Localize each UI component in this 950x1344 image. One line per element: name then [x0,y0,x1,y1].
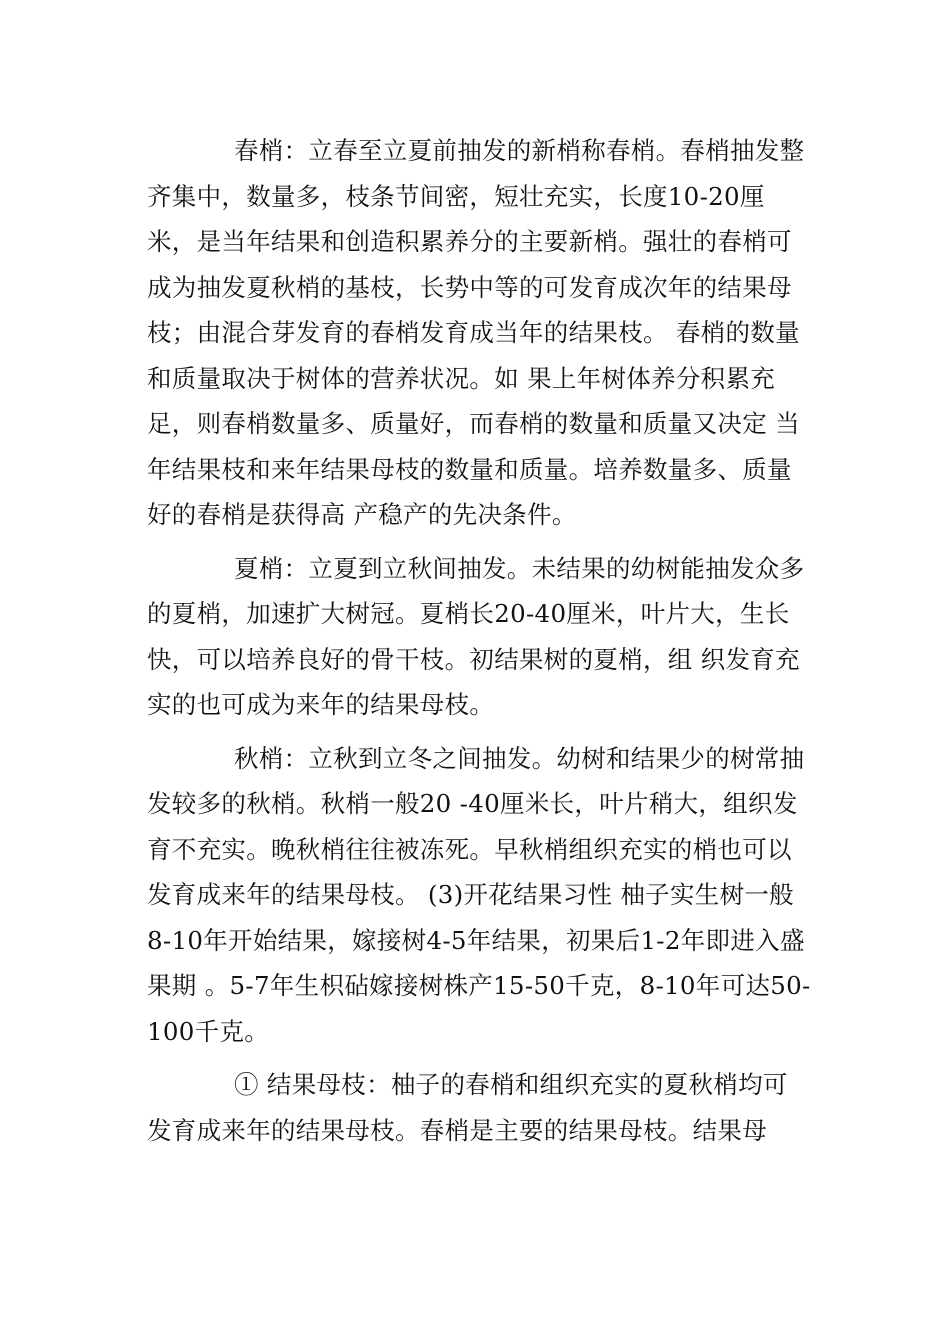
paragraph-gap [147,1054,812,1062]
paragraph-fruiting-mother-branch: ① 结果母枝：柚子的春梢和组织充实的夏秋梢均可发育成来年的结果母枝。春梢是主要的结果母枝。结果母 [147,1070,788,1145]
document-body [147,128,812,1153]
paragraph-gap [147,538,812,546]
paragraph-spring-shoots: 春梢：立春至立夏前抽发的新梢称春梢。春梢抽发整齐集中，数量多，枝条节间密，短壮充实，长度10-20厘米，是当年结果和创造积累养分的主要新梢。强壮的春梢可成为抽发夏秋梢的基枝，长势中等的可发育成次年的结果母枝；由混合芽发育的春梢发育成当年的结果枝。 春梢的数量和质量取决于树体的营养状况。如 果上年树体养分积累充足，则春梢数量多、质量好，而春梢的数量和质量又决定 当年结果枝和来年结果母枝的数量和质量。培养数量多、质量好的春梢是获得高 产稳产的先决条件。 [147,136,805,529]
paragraph-summer-shoots: 夏梢：立夏到立秋间抽发。未结果的幼树能抽发众多的夏梢，加速扩大树冠。夏梢长20-40厘米，叶片大，生长快，可以培养良好的骨干枝。初结果树的夏梢，组 织发育充实的也可成为来年的结果母枝。 [147,553,805,719]
paragraph-gap [147,728,812,736]
paragraph-autumn-shoots: 秋梢：立秋到立冬之间抽发。幼树和结果少的树常抽发较多的秋梢。秋梢一般20 -40厘米长，叶片稍大，组织发育不充实。晚秋梢往往被冻死。早秋梢组织充实的梢也可以发育成来年的结果母枝。 (3)开花结果习性 柚子实生树一般8-10年开始结果，嫁接树4-5年结果，初果后1-2年即进入盛果期 。5-7年生枳砧嫁接树株产15-50千克，8-10年可达50-100千克。 [147,743,811,1046]
